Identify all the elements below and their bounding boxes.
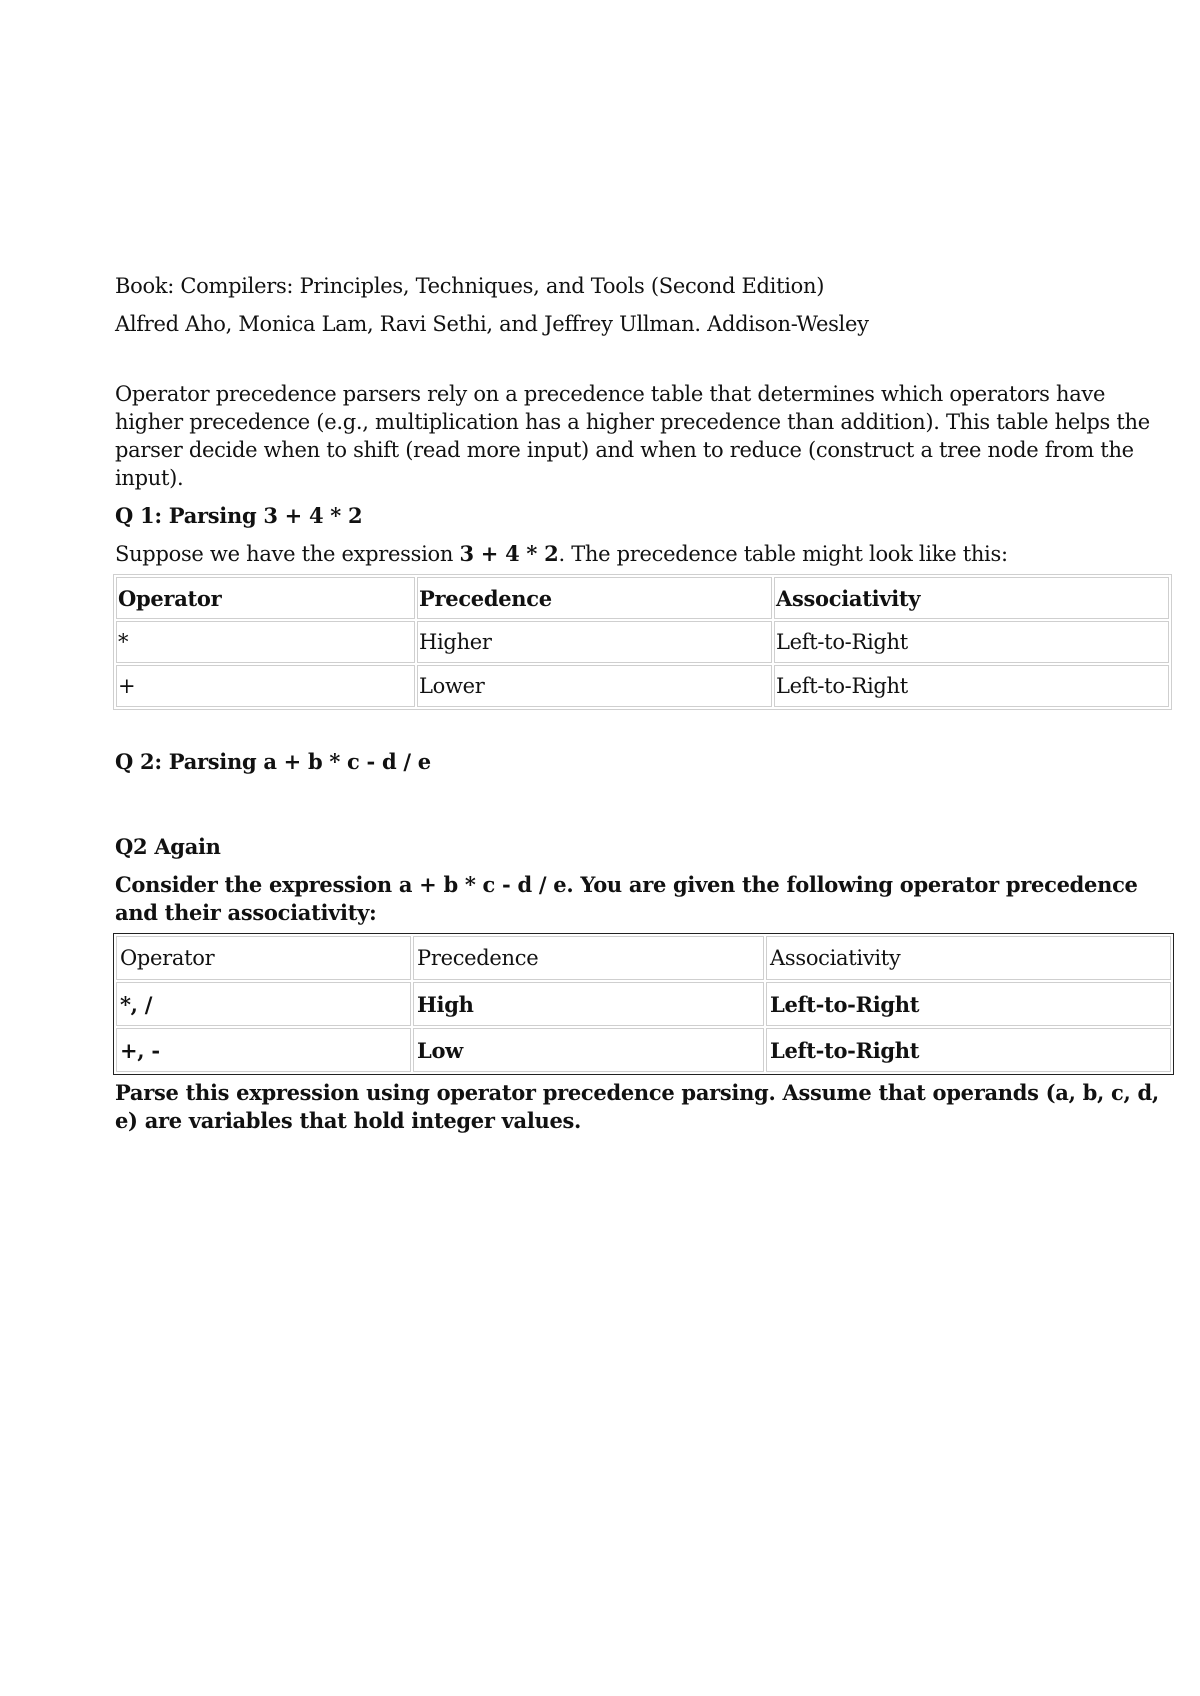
q1-lead-paragraph	[115, 540, 1170, 568]
table-cell: Lower	[417, 665, 772, 707]
table-header-cell: Operator	[116, 577, 415, 619]
authors-citation: Alfred Aho, Monica Lam, Ravi Sethi, and Jeffrey Ullman. Addison-Wesley	[115, 312, 869, 336]
table-header-cell: Precedence	[413, 936, 764, 980]
document-page	[115, 272, 1170, 1135]
table-cell: High	[413, 982, 764, 1026]
table-cell: Low	[413, 1028, 764, 1072]
table-cell: Higher	[417, 621, 772, 663]
q2-precedence-table	[113, 933, 1174, 1075]
table-cell: Left-to-Right	[774, 621, 1169, 663]
q2-heading: Q 2: Parsing a + b * c - d / e	[115, 749, 431, 774]
table-header-cell: Associativity	[766, 936, 1171, 980]
table-row	[116, 982, 1171, 1026]
q1-heading: Q 1: Parsing 3 + 4 * 2	[115, 503, 363, 528]
table-header-cell: Associativity	[774, 577, 1169, 619]
table-cell: *, /	[116, 982, 411, 1026]
q2-again-heading: Q2 Again	[115, 834, 221, 859]
table-row	[116, 1028, 1171, 1072]
table-header-row	[116, 936, 1171, 980]
table-cell: +	[116, 665, 415, 707]
table-header-cell: Operator	[116, 936, 411, 980]
table-row	[116, 665, 1169, 707]
table-cell: *	[116, 621, 415, 663]
table-cell: Left-to-Right	[766, 1028, 1171, 1072]
q1-expression: 3 + 4 * 2	[459, 541, 559, 566]
table-row	[116, 621, 1169, 663]
q2-parse-paragraph: Parse this expression using operator precedence parsing. Assume that operands (a, b, c, d, e) are variables that hold integer values.	[115, 1080, 1159, 1133]
table-cell: Left-to-Right	[766, 982, 1171, 1026]
table-header-cell: Precedence	[417, 577, 772, 619]
q1-lead-text: Suppose we have the expression	[115, 542, 460, 566]
q2-consider-paragraph: Consider the expression a + b * c - d / e. You are given the following operator precedence and their associativity:	[115, 872, 1138, 925]
intro-paragraph: Operator precedence parsers rely on a precedence table that determines which operators have higher precedence (e.g., multiplication has a higher precedence than addition). This table helps the parser decide when to shift (read more input) and when to reduce (construct a tree node from the input).	[115, 382, 1150, 490]
book-citation: Book: Compilers: Principles, Techniques, and Tools (Second Edition)	[115, 274, 825, 298]
table-cell: Left-to-Right	[774, 665, 1169, 707]
q1-precedence-table	[113, 574, 1172, 710]
q1-trail-text: . The precedence table might look like this:	[558, 542, 1008, 566]
table-cell: +, -	[116, 1028, 411, 1072]
table-header-row	[116, 577, 1169, 619]
